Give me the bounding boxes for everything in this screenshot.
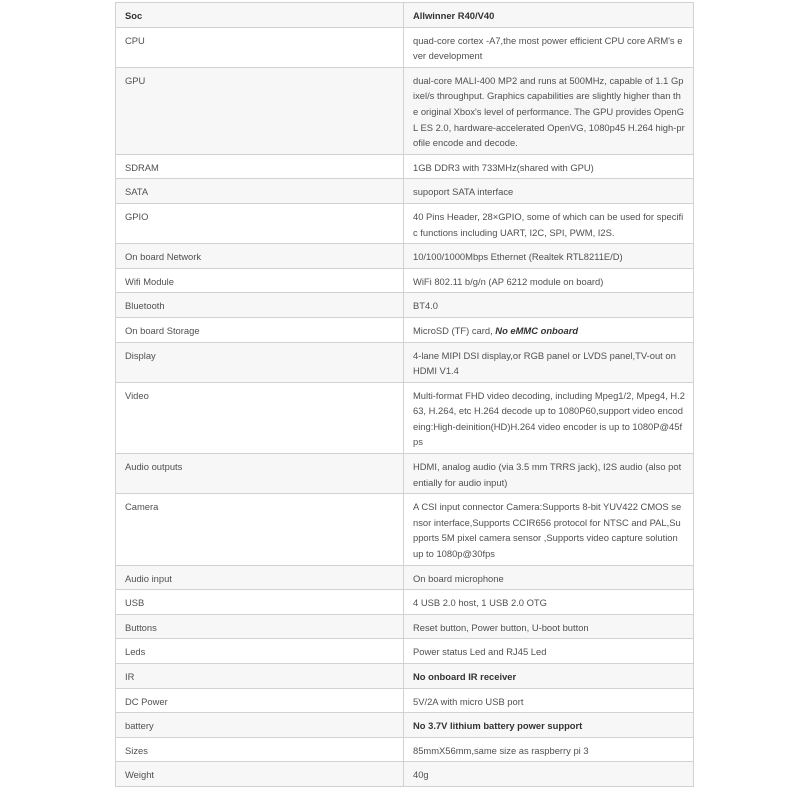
spec-value (404, 317, 694, 342)
spec-value-text: quad-core cortex -A7,the most power efficient CPU core ARM's ever development (413, 34, 683, 62)
spec-value-text: 4 USB 2.0 host, 1 USB 2.0 OTG (413, 597, 547, 609)
spec-value (404, 614, 694, 639)
spec-value-text: 85mmX56mm,same size as raspberry pi 3 (413, 744, 589, 756)
spec-value-text: 10/100/1000Mbps Ethernet (Realtek RTL8211E/D) (413, 251, 623, 263)
spec-value-text: Multi-format FHD video decoding, including Mpeg1/2, Mpeg4, H.263, H.264, etc H.264 decode up to 1080P60,support video encodeing:High-deinition(HD)H.264 video encoder is up to 1080P@45fps (413, 389, 686, 448)
spec-value (404, 244, 694, 269)
spec-label: GPU (116, 67, 404, 154)
spec-value (404, 565, 694, 590)
spec-row-bluetooth (116, 293, 694, 318)
spec-value (404, 494, 694, 565)
spec-label: Weight (116, 762, 404, 787)
spec-row-sata (116, 179, 694, 204)
spec-value-emphasis: No eMMC onboard (495, 324, 579, 336)
spec-row-weight (116, 762, 694, 787)
spec-label: GPIO (116, 203, 404, 243)
specs-table (115, 2, 694, 787)
spec-value (404, 737, 694, 762)
spec-label: Audio input (116, 565, 404, 590)
spec-row-buttons (116, 614, 694, 639)
spec-value (404, 268, 694, 293)
spec-row-wifi-module (116, 268, 694, 293)
spec-row-battery (116, 713, 694, 738)
spec-row-sizes (116, 737, 694, 762)
spec-value (404, 342, 694, 382)
spec-value-text: BT4.0 (413, 300, 439, 312)
spec-value-text: 40 Pins Header, 28×GPIO, some of which can be used for specific functions including UART, I2C, SPI, PWM, I2S. (413, 210, 684, 238)
spec-value-text: 1GB DDR3 with 733MHz(shared with GPU) (413, 161, 594, 173)
spec-value-text: 40g (413, 769, 429, 781)
spec-row-ir (116, 664, 694, 689)
spec-value (404, 382, 694, 453)
spec-value (404, 203, 694, 243)
spec-row-audio-outputs (116, 454, 694, 494)
spec-value-text: dual-core MALI-400 MP2 and runs at 500MHz, capable of 1.1 Gpixel/s throughput. Graphics capabilities are slightly higher than the original Xbox's level of performance. The GPU provides OpenGL ES 2.0, hardware-accelerated OpenVG, 1080p45 H.264 high-profile encode and decode. (413, 74, 685, 149)
spec-value-text: A CSI input connector Camera:Supports 8-bit YUV422 CMOS sensor interface,Supports CCIR656 protocol for NTSC and PAL,Supports 5M pixel camera sensor ,Supports video capture solution up to 1080p@30fps (413, 501, 682, 560)
spec-row-usb (116, 590, 694, 615)
spec-label: battery (116, 713, 404, 738)
spec-value-text: On board microphone (413, 572, 504, 584)
spec-value (404, 688, 694, 713)
spec-value (404, 713, 694, 738)
spec-label: Display (116, 342, 404, 382)
spec-label: Buttons (116, 614, 404, 639)
spec-row-video (116, 382, 694, 453)
spec-value (404, 179, 694, 204)
spec-label: Bluetooth (116, 293, 404, 318)
spec-label: IR (116, 664, 404, 689)
spec-label: Camera (116, 494, 404, 565)
spec-value-text: No onboard IR receiver (413, 671, 517, 682)
spec-row-sdram (116, 154, 694, 179)
spec-value (404, 154, 694, 179)
spec-value (404, 67, 694, 154)
spec-label: Leds (116, 639, 404, 664)
spec-label: Video (116, 382, 404, 453)
spec-value (404, 639, 694, 664)
spec-value (404, 590, 694, 615)
spec-label: Audio outputs (116, 454, 404, 494)
spec-label: SDRAM (116, 154, 404, 179)
spec-value (404, 293, 694, 318)
spec-value-text: No 3.7V lithium battery power support (413, 720, 583, 732)
spec-row-leds (116, 639, 694, 664)
spec-value-text: 5V/2A with micro USB port (413, 695, 524, 707)
spec-row-camera (116, 494, 694, 565)
spec-label: Wifi Module (116, 268, 404, 293)
spec-value (404, 454, 694, 494)
spec-value-text: Allwinner R40/V40 (413, 10, 495, 21)
spec-value-text: WiFi 802.11 b/g/n (AP 6212 module on board) (413, 275, 604, 287)
specs-table-body (116, 3, 694, 787)
spec-value-text: Power status Led and RJ45 Led (413, 646, 547, 658)
spec-row-display (116, 342, 694, 382)
spec-row-gpio (116, 203, 694, 243)
spec-value-text: 4-lane MIPI DSI display,or RGB panel or LVDS panel,TV-out on HDMI V1.4 (413, 349, 676, 377)
spec-label: On board Network (116, 244, 404, 269)
spec-label: CPU (116, 27, 404, 67)
spec-row-dc-power (116, 688, 694, 713)
spec-value-text: HDMI, analog audio (via 3.5 mm TRRS jack), I2S audio (also potentially for audio input) (413, 461, 682, 488)
spec-row-audio-input (116, 565, 694, 590)
spec-label: SATA (116, 179, 404, 204)
spec-label: On board Storage (116, 317, 404, 342)
spec-row-on-board-network (116, 244, 694, 269)
spec-row-on-board-storage (116, 317, 694, 342)
spec-row-gpu (116, 67, 694, 154)
spec-value-text: supoport SATA interface (413, 186, 514, 198)
spec-value (404, 3, 694, 28)
spec-label: USB (116, 590, 404, 615)
spec-label: DC Power (116, 688, 404, 713)
spec-label: Sizes (116, 737, 404, 762)
spec-value (404, 27, 694, 67)
spec-label: Soc (116, 3, 404, 28)
spec-value-text: Reset button, Power button, U-boot button (413, 621, 589, 633)
spec-row-cpu (116, 27, 694, 67)
spec-value (404, 762, 694, 787)
spec-value (404, 664, 694, 689)
spec-row-soc (116, 3, 694, 28)
spec-value-text: MicroSD (TF) card, (413, 324, 496, 336)
